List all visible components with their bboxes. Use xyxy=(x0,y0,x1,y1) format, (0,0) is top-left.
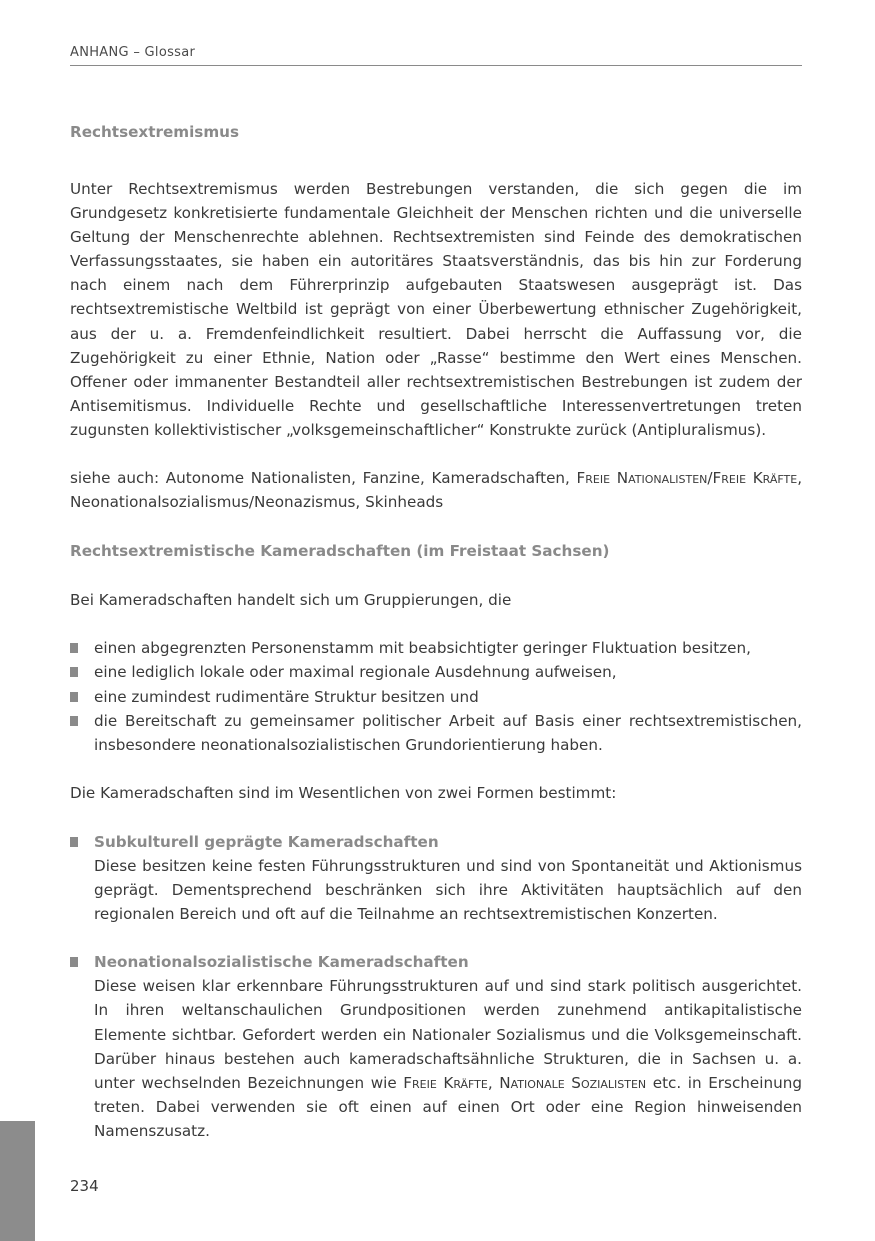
list-item xyxy=(70,685,802,709)
list-item xyxy=(70,636,802,660)
form-text-separator: , xyxy=(487,1073,500,1092)
form-text-smallcaps1: Freie Kräfte xyxy=(403,1073,488,1092)
see-also-paragraph xyxy=(70,466,802,514)
section-heading-rechtsextremismus: Rechtsextremismus xyxy=(70,123,240,141)
list-item-text: eine lediglich lokale oder maximal regionale Ausdehnung aufweisen, xyxy=(94,663,617,682)
square-bullet-icon xyxy=(70,667,78,677)
form-text-smallcaps2: Nationale Sozialisten xyxy=(499,1073,647,1092)
form-text xyxy=(94,974,802,1143)
list-item xyxy=(70,709,802,757)
square-bullet-icon xyxy=(70,716,78,726)
form-text: Diese besitzen keine festen Führungsstrukturen und sind von Spontaneität und Aktionismus geprägt. Dementsprechend beschränken sich ihre Aktivitäten hauptsächlich auf den regionalen Bereich und oft auf die Teilnahme an rechtsextremistischen Konzerten. xyxy=(94,856,802,924)
form-item-subkulturell xyxy=(70,830,802,926)
list-item-text: die Bereitschaft zu gemeinsamer politischer Arbeit auf Basis einer rechtsextremistischen, insbesondere neonationalsozialistischen Grundorientierung haben. xyxy=(94,711,802,754)
form-title: Neonationalsozialistische Kameradschaften xyxy=(94,953,469,972)
see-also-prefix: siehe auch: Autonome Nationalisten, Fanzine, Kameradschaften, xyxy=(70,469,577,488)
forms-intro: Die Kameradschaften sind im Wesentlichen von zwei Formen bestimmt: xyxy=(70,783,617,802)
list-item xyxy=(70,660,802,684)
kameradschaften-intro: Bei Kameradschaften handelt sich um Gruppierungen, die xyxy=(70,591,512,610)
section-heading-kameradschaften: Rechtsextremistische Kameradschaften (im Freistaat Sachsen) xyxy=(70,542,610,561)
page-number: 234 xyxy=(70,1177,99,1195)
square-bullet-icon xyxy=(70,692,78,702)
form-text-part2: etc. in Erscheinung treten. Dabei verwenden sie oft einen auf einen Ort oder eine Region hinweisenden Namenszusatz. xyxy=(94,1073,803,1140)
criteria-list xyxy=(70,636,802,756)
form-text-part1: Diese weisen klar erkennbare Führungsstrukturen auf und sind stark politisch ausgerichtet. In ihren weltanschaulichen Grundpositionen werden zunehmend antikapitalistische Elemente sichtbar. Gefordert werden ein Nationaler Sozialismus und die Volksgemeinschaft. Darüber hinaus bestehen auch kameradschaftsähnliche Strukturen, die in Sachsen u. a. unter wechselnden Bezeichnungen wie xyxy=(94,977,802,1092)
side-tab-marker xyxy=(0,1121,35,1241)
running-title: ANHANG – Glossar xyxy=(70,45,196,60)
form-item-neonationalsozialistisch xyxy=(70,950,802,1143)
running-header xyxy=(70,44,802,66)
see-also-suffix: , Neonationalsozialismus/Neonazismus, Skinheads xyxy=(70,469,803,512)
forms-list xyxy=(70,830,802,1143)
see-also-smallcaps: Freie Nationalisten/Freie Kräfte xyxy=(576,469,798,488)
square-bullet-icon xyxy=(70,643,78,653)
page-content xyxy=(70,120,802,1143)
square-bullet-icon xyxy=(70,957,78,967)
definition-paragraph: Unter Rechtsextremismus werden Bestrebungen verstanden, die sich gegen die im Grundgesetz konkretisierte fundamentale Gleichheit der Menschen richten und die universelle Geltung der Menschenrechte ablehnen. Rechtsextremisten sind Feinde des demokratischen Verfassungsstaates, sie haben ein autoritäres Staatsverständnis, das bis hin zur Forderung nach einem nach dem Führerprinzip aufgebauten Staatswesen ausgeprägt ist. Das rechtsextremistische Weltbild ist geprägt von einer Überbewertung ethnischer Zugehörigkeit, aus der u. a. Fremdenfeindlichkeit resultiert. Dabei herrscht die Auffassung vor, die Zugehörigkeit zu einer Ethnie, Nation oder „Rasse“ bestimme den Wert eines Menschen. Offener oder immanenter Bestandteil aller rechtsextremistischen Bestrebungen ist zudem der Antisemitismus. Individuelle Rechte und gesellschaftliche Interessenvertretungen treten zugunsten kollektivistischer „volksgemeinschaftlicher“ Konstrukte zurück (Antipluralismus). xyxy=(70,180,802,439)
list-item-text: einen abgegrenzten Personenstamm mit beabsichtigter geringer Fluktuation besitzen, xyxy=(94,639,751,658)
square-bullet-icon xyxy=(70,837,78,847)
form-title: Subkulturell geprägte Kameradschaften xyxy=(94,832,439,851)
list-item-text: eine zumindest rudimentäre Struktur besitzen und xyxy=(94,687,479,706)
